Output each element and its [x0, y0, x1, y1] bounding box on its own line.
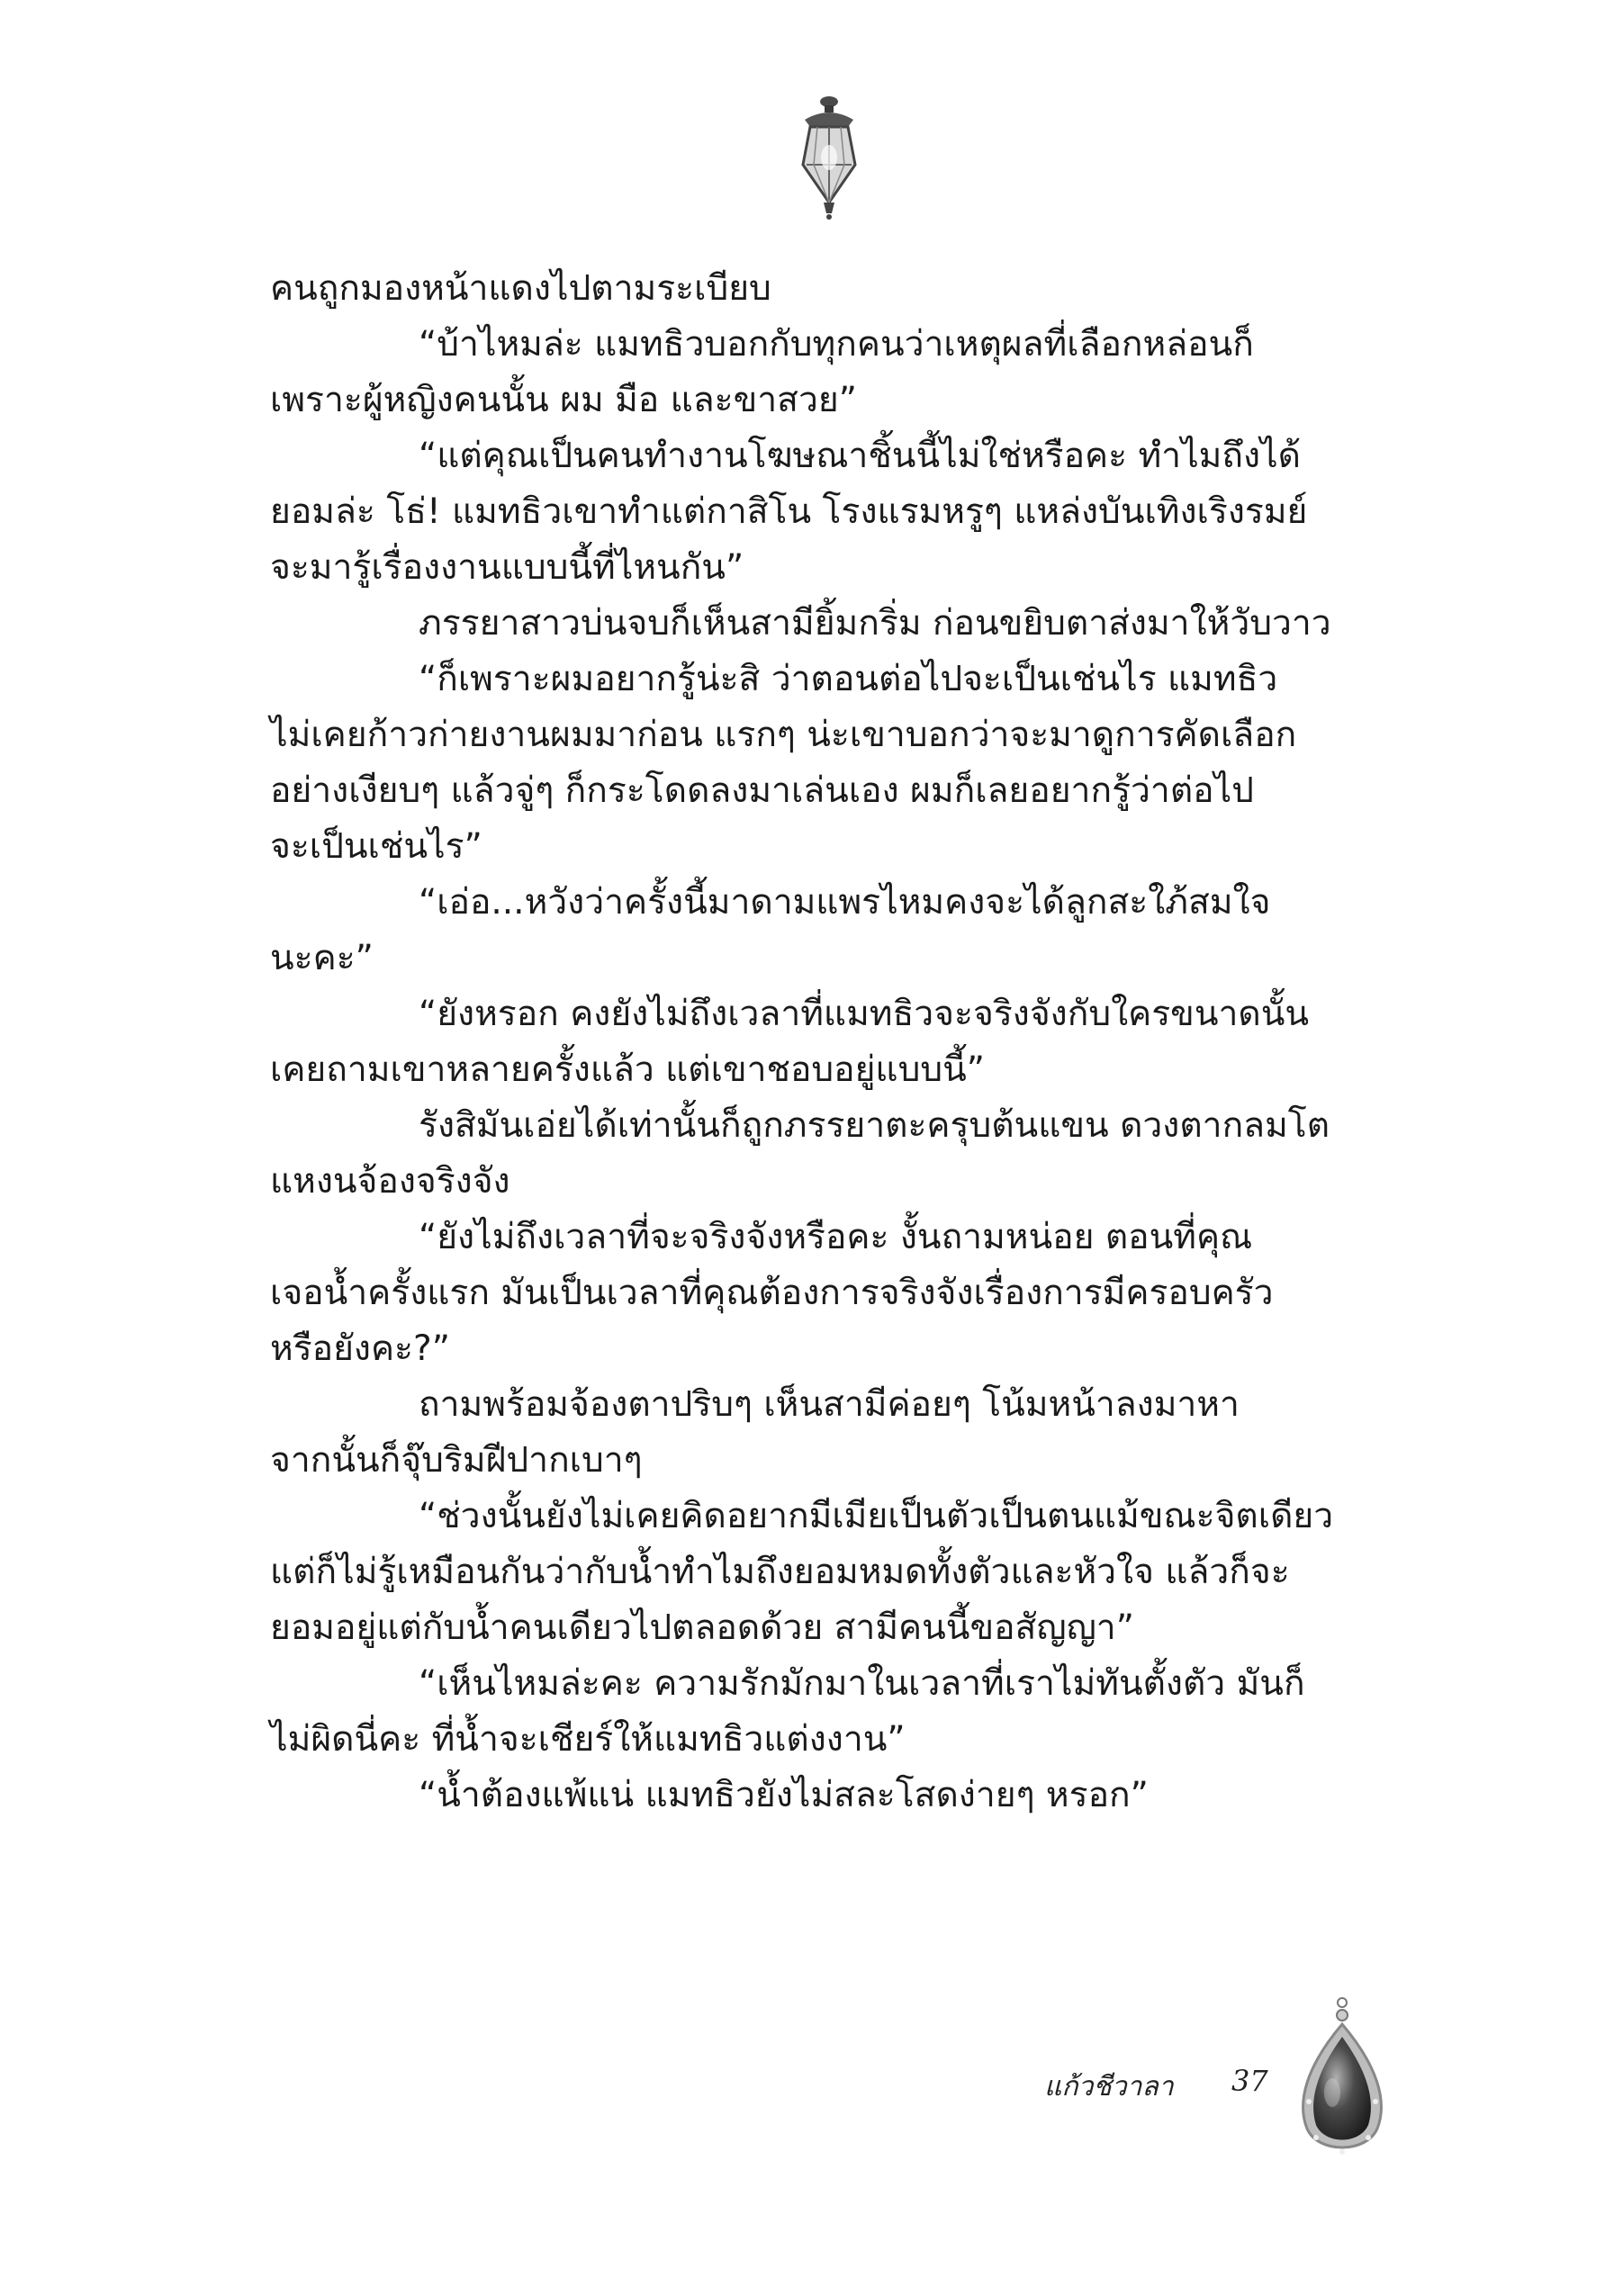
text-line: ยอมอยู่แต่กับน้ำคนเดียวไปตลอดด้วย สามีคนนี้ขอสัญญา”: [270, 1607, 1134, 1648]
text-line: จะเป็นเช่นไร”: [270, 826, 482, 867]
text-line: “ก็เพราะผมอยากรู้น่ะสิ ว่าตอนต่อไปจะเป็นเช่นไร แมทธิว: [419, 659, 1278, 699]
text-line: หรือยังคะ?”: [270, 1328, 450, 1369]
book-title: แก้วชีวาลา: [1044, 2071, 1174, 2102]
lantern-ornament-icon: [792, 95, 866, 221]
text-line: ไม่ผิดนี่คะ ที่น้ำจะเชียร์ให้แมทธิวแต่งงาน”: [270, 1719, 906, 1760]
body-text: [270, 261, 1386, 1823]
text-line: “แต่คุณเป็นคนทำงานโฆษณาชิ้นนี้ไม่ใช่หรือคะ ทำไมถึงได้: [419, 436, 1301, 476]
text-line: “ช่วงนั้นยังไม่เคยคิดอยากมีเมียเป็นตัวเป็นตนแม้ขณะจิตเดียว: [419, 1496, 1334, 1536]
text-line: “น้ำต้องแพ้แน่ แมทธิวยังไม่สละโสดง่ายๆ หรอก”: [419, 1775, 1149, 1815]
text-line: นะคะ”: [270, 938, 374, 978]
text-line: “เอ่อ...หวังว่าครั้งนี้มาดามแพรไหมคงจะได้ลูกสะใภ้สมใจ: [419, 882, 1271, 923]
gem-pendant-icon: [1289, 1994, 1395, 2165]
text-line: “ยังหรอก คงยังไม่ถึงเวลาที่แมทธิวจะจริงจังกับใครขนาดนั้น: [419, 994, 1310, 1034]
text-line: เพราะผู้หญิงคนนั้น ผม มือ และขาสวย”: [270, 380, 857, 420]
text-line: อย่างเงียบๆ แล้วจู่ๆ ก็กระโดดลงมาเล่นเอง ผมก็เลยอยากรู้ว่าต่อไป: [270, 770, 1254, 811]
text-line: “เห็นไหมล่ะคะ ความรักมักมาในเวลาที่เราไม่ทันตั้งตัว มันก็: [419, 1663, 1305, 1704]
text-line: ยอมล่ะ โธ่! แมทธิวเขาทำแต่กาสิโน โรงแรมหรูๆ แหล่งบันเทิงเริงรมย์: [270, 491, 1308, 532]
text-line: เคยถามเขาหลายครั้งแล้ว แต่เขาชอบอยู่แบบนี้”: [270, 1049, 985, 1090]
page-number: 37: [1231, 2064, 1268, 2098]
text-line: “บ้าไหมล่ะ แมทธิวบอกกับทุกคนว่าเหตุผลที่เลือกหล่อนก็: [419, 324, 1254, 365]
text-line: คนถูกมองหน้าแดงไปตามระเบียบ: [270, 268, 771, 309]
text-line: “ยังไม่ถึงเวลาที่จะจริงจังหรือคะ งั้นถามหน่อย ตอนที่คุณ: [419, 1217, 1253, 1257]
text-line: เจอน้ำครั้งแรก มันเป็นเวลาที่คุณต้องการจริงจังเรื่องการมีครอบครัว: [270, 1273, 1274, 1313]
text-line: แต่ก็ไม่รู้เหมือนกันว่ากับน้ำทำไมถึงยอมหมดทั้งตัวและหัวใจ แล้วก็จะ: [270, 1552, 1290, 1592]
text-line: ถามพร้อมจ้องตาปริบๆ เห็นสามีค่อยๆ โน้มหน้าลงมาหา: [419, 1384, 1240, 1425]
text-line: ไม่เคยก้าวก่ายงานผมมาก่อน แรกๆ น่ะเขาบอกว่าจะมาดูการคัดเลือก: [270, 715, 1297, 755]
text-line: รังสิมันเอ่ยได้เท่านั้นก็ถูกภรรยาตะครุบต้นแขน ดวงตากลมโต: [419, 1105, 1330, 1146]
text-line: จะมารู้เรื่องงานแบบนี้ที่ไหนกัน”: [270, 547, 744, 588]
text-line: แหงนจ้องจริงจัง: [270, 1161, 510, 1202]
text-line: จากนั้นก็จุ๊บริมฝีปากเบาๆ: [270, 1440, 643, 1481]
text-line: ภรรยาสาวบ่นจบก็เห็นสามียิ้มกริ่ม ก่อนขยิบตาส่งมาให้วับวาว: [419, 603, 1331, 644]
